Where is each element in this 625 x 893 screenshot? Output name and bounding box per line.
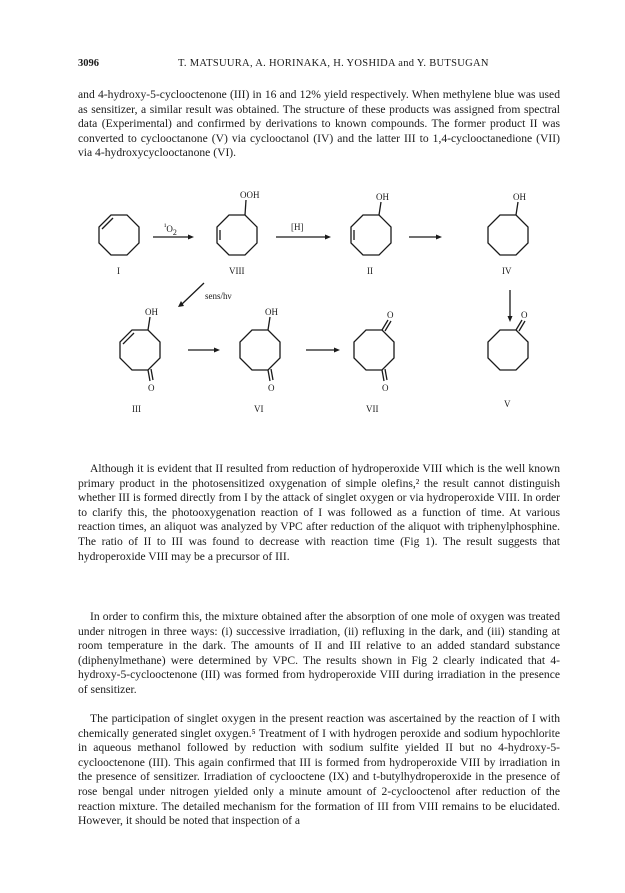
label-III: III bbox=[132, 404, 141, 414]
label-II: II bbox=[367, 266, 373, 276]
ring-III bbox=[120, 330, 160, 370]
ring-II bbox=[351, 215, 391, 255]
paragraph-mechanism: Although it is evident that II resulted from reduction of hydroperoxide VIII which is the well known primary product in the photosensitized oxygenation of simple olefins,² the result cannot distinguish whether III is formed directly from I by the attack of singlet oxygen or via hydroperoxide VIII. In order to clarify this, the photooxygenation reaction of I was followed as a function of time. At various reaction times, an aliquot was analyzed by VPC after reduction of the aliquot with triphenylphosphine. The ratio of II to III was found to decrease with reaction time (Fig 1). The result suggests that hydroperoxide VIII may be a precursor of III. bbox=[78, 462, 560, 563]
paragraph-singlet-oxygen: The participation of singlet oxygen in the present reaction was ascertained by the reaction of I with chemically generated singlet oxygen.⁵ Treatment of I with hydrogen peroxide and sodium hypochlorite in aqueous methanol followed by reduction with sodium sulfite yielded II but no 4-hydroxy-5-cyclooctenone (III). This again confirmed that III is formed from hydroperoxide VIII by irradiation in the presence of sensitizer. Irradiation of cyclooctene (IX) and t-butylhydroperoxide in the presence of rose bengal under nitrogen yielded only a minute amount of 2-cyclooctenol after reduction of the reaction mixture. The detailed mechanism for the formation of III from VIII remains to be elucidated. However, it should be noted that inspection of a bbox=[78, 712, 560, 828]
ring-VI bbox=[240, 330, 280, 370]
group-V: O bbox=[521, 310, 528, 320]
ring-VII bbox=[354, 330, 394, 370]
label-V: V bbox=[504, 399, 511, 409]
group-III: OH bbox=[145, 307, 158, 317]
label-VII: VII bbox=[366, 404, 379, 414]
ring-IV bbox=[488, 215, 528, 255]
group-VII: O bbox=[387, 310, 394, 320]
label-VI: VI bbox=[254, 404, 264, 414]
label-IV: IV bbox=[502, 266, 512, 276]
group-VI: OH bbox=[265, 307, 278, 317]
ring-I bbox=[99, 215, 139, 255]
ring-VIII bbox=[217, 215, 257, 255]
ring-V bbox=[488, 330, 528, 370]
group-II: OH bbox=[376, 192, 389, 202]
group-IV: OH bbox=[513, 192, 526, 202]
page-number: 3096 bbox=[78, 58, 99, 69]
carbonyl-VI: O bbox=[268, 383, 275, 393]
group-VIII: OOH bbox=[240, 190, 260, 200]
label-VIII: VIII bbox=[229, 266, 245, 276]
running-head: T. MATSUURA, A. HORINAKA, H. YOSHIDA and Y. BUTSUGAN bbox=[178, 58, 489, 69]
arrow-VIII-to-III bbox=[182, 283, 204, 304]
reagent-singlet-oxygen: ¹O2 bbox=[164, 222, 177, 237]
carbonyl-III: O bbox=[148, 383, 155, 393]
paragraph-confirmation: In order to confirm this, the mixture obtained after the absorption of one mole of oxygen was treated under nitrogen in three ways: (i) successive irradiation, (ii) refluxing in the dark, and (iii) standing at room temperature in the dark. The amounts of II and III relative to an added standard substance (diphenylmethane) were determined by VPC. The results shown in Fig 2 clearly indicated that 4-hydroxy-5-cyclooctenone (III) was formed from hydroperoxide VIII during irradiation in the presence of sensitizer. bbox=[78, 610, 560, 696]
label-I: I bbox=[117, 266, 120, 276]
carbonyl-VII: O bbox=[382, 383, 389, 393]
reagent-sens-hv: sens/hν bbox=[205, 291, 232, 301]
reagent-reduction: [H] bbox=[291, 222, 304, 232]
paragraph-intro: and 4-hydroxy-5-cyclooctenone (III) in 16 and 12% yield respectively. When methylene blue was used as sensitizer, a similar result was obtained. The structure of these products was assigned from spectral data (Experimental) and confirmed by derivations to known compounds. The former product II was converted to cyclooctanone (V) via cyclooctanol (IV) and the latter III to 1,4-cyclooctanedione (VII) via 4-hydroxycyclooctanone (VI). bbox=[78, 88, 560, 160]
